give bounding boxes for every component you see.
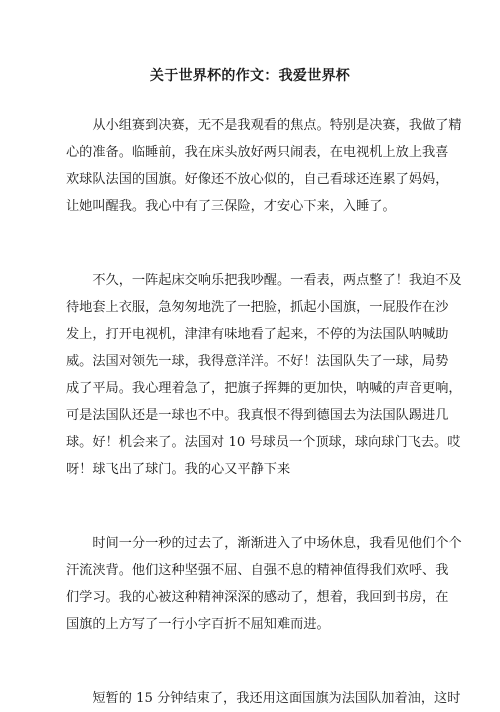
paragraph-line: 们学习。我的心被这种精神深深的感动了，想着，我回到书房，在 — [66, 590, 449, 605]
paragraph-3 — [66, 530, 462, 638]
paragraph-line: 让她叫醒我。我心中有了三保险，才安心下来，入睡了。 — [66, 199, 396, 214]
paragraph-line: 球。好！机会来了。法国对 10 号球员一个顶球，球向球门飞去。哎 — [66, 435, 461, 450]
paragraph-line: 威。法国对领先一球，我得意洋洋。不好！法国队失了一球，局势 — [66, 354, 449, 369]
paragraph-line: 心的准备。临睡前，我在床头放好两只闹表，在电视机上放上我喜 — [66, 145, 449, 160]
paragraph-line: 可是法国队还是一球也不中。我真恨不得到德国去为法国队踢进几 — [66, 408, 449, 423]
paragraph-line: 短暂的 15 分钟结束了，我还用这面国旗为法国队加着油，这时 — [66, 691, 461, 706]
paragraph-line: 时间一分一秒的过去了，渐渐进入了中场休息，我看见他们个个 — [66, 536, 462, 551]
paragraph-2 — [66, 267, 462, 483]
paragraph-line: 呀！球飞出了球门。我的心又平静下来 — [66, 462, 291, 477]
paragraph-line: 从小组赛到决赛，无不是我观看的焦点。特别是决赛，我做了精 — [66, 118, 462, 133]
document-body — [66, 112, 462, 712]
paragraph-1 — [66, 112, 462, 220]
paragraph-line: 发上，打开电视机，津津有味地看了起来，不停的为法国队呐喊助 — [66, 327, 449, 342]
paragraph-line: 待地套上衣服，急匆匆地洗了一把脸，抓起小国旗，一屁股作在沙 — [66, 300, 449, 315]
paragraph-line: 欢球队法国的国旗。好像还不放心似的，自己看球还连累了妈妈， — [66, 172, 449, 187]
document-title: 关于世界杯的作文：我爱世界杯 — [149, 68, 351, 84]
paragraph-line: 不久，一阵起床交响乐把我吵醒。一看表，两点整了！我迫不及 — [66, 273, 462, 288]
paragraph-line: 国旗的上方写了一行小字百折不屈知难而进。 — [66, 617, 330, 632]
paragraph-line: 成了平局。我心理着急了，把旗子挥舞的更加快，呐喊的声音更响， — [66, 381, 462, 396]
paragraph-line: 汗流浃背。他们这种坚强不屈、自强不息的精神值得我们欢呼、我 — [66, 563, 449, 578]
